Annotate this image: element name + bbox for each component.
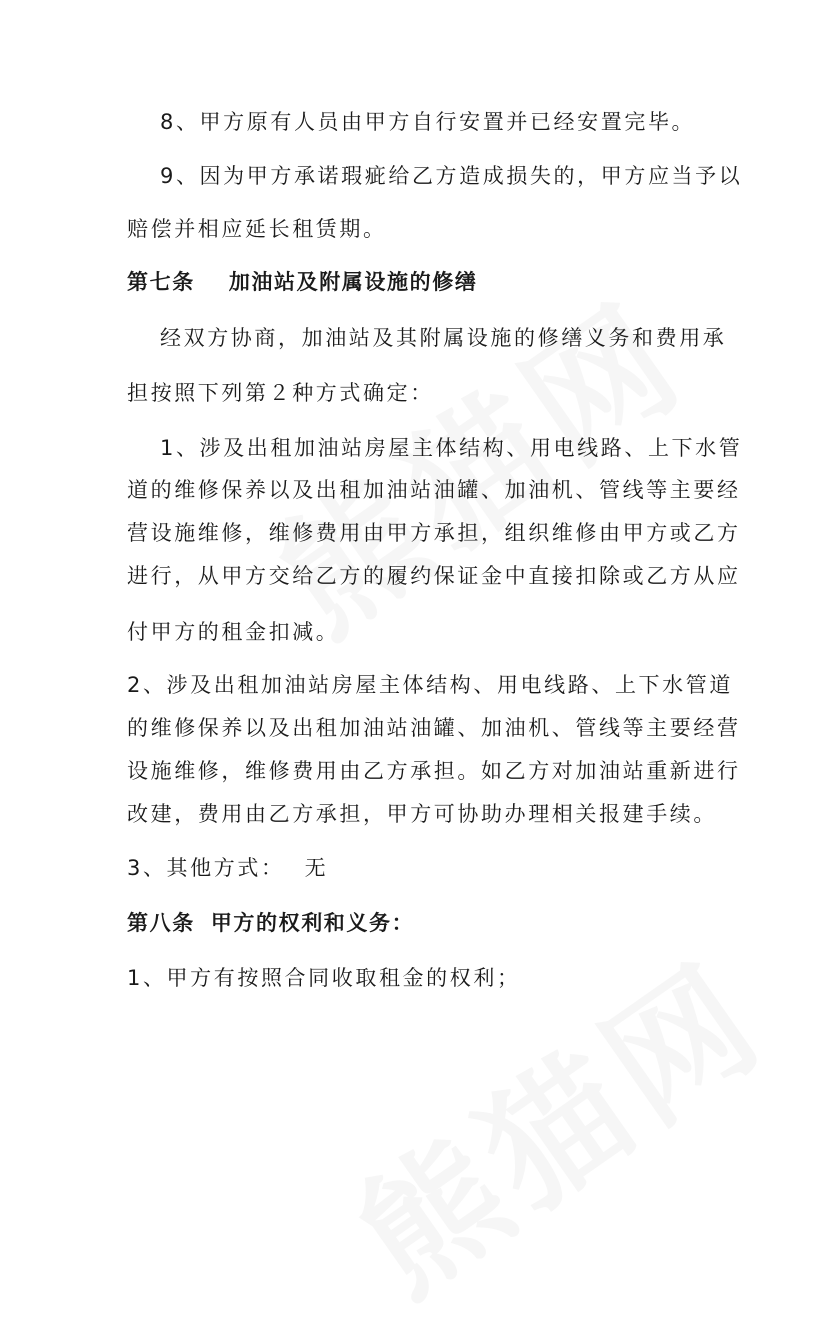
paragraph-line: 担按照下列第２种方式确定： <box>127 381 434 405</box>
paragraph-line: 付甲方的租金扣减。 <box>127 620 340 644</box>
paragraph-line: 2、涉及出租加油站房屋主体结构、用电线路、上下水管道 <box>127 673 733 697</box>
article-7-heading <box>127 267 477 297</box>
paragraph-line: 经双方协商，加油站及其附属设施的修缮义务和费用承 <box>160 326 727 350</box>
paragraph-line: 赔偿并相应延长租赁期。 <box>127 217 387 241</box>
paragraph-line: 设施维修，维修费用由乙方承担。如乙方对加油站重新进行 <box>127 759 741 783</box>
paragraph-line: 8、甲方原有人员由甲方自行安置并已经安置完毕。 <box>160 110 696 134</box>
paragraph-line: 营设施维修，维修费用由甲方承担，组织维修由甲方或乙方 <box>127 521 741 545</box>
paragraph-line: 进行，从甲方交给乙方的履约保证金中直接扣除或乙方从应 <box>127 564 741 588</box>
paragraph-line: 1、甲方有按照合同收取租金的权利； <box>127 966 521 990</box>
article-number: 第八条 <box>127 911 195 935</box>
article-title: 加油站及附属设施的修缮 <box>228 270 478 294</box>
paragraph-line: 的维修保养以及出租加油站油罐、加油机、管线等主要经营 <box>127 716 741 740</box>
other-method-line <box>127 853 328 883</box>
paragraph-line: 9、因为甲方承诺瑕疵给乙方造成损失的，甲方应当予以 <box>160 164 743 188</box>
other-method-value: 无 <box>304 856 329 880</box>
paragraph-line: 改建，费用由乙方承担，甲方可协助办理相关报建手续。 <box>127 802 717 826</box>
paragraph-line: 道的维修保养以及出租加油站油罐、加油机、管线等主要经 <box>127 478 741 502</box>
article-number: 第七条 <box>127 270 195 294</box>
paragraph-line: 1、涉及出租加油站房屋主体结构、用电线路、上下水管 <box>160 436 743 460</box>
other-method-label: 3、其他方式： <box>127 856 285 880</box>
article-8-heading <box>127 908 414 938</box>
article-title: 甲方的权利和义务： <box>210 911 415 935</box>
